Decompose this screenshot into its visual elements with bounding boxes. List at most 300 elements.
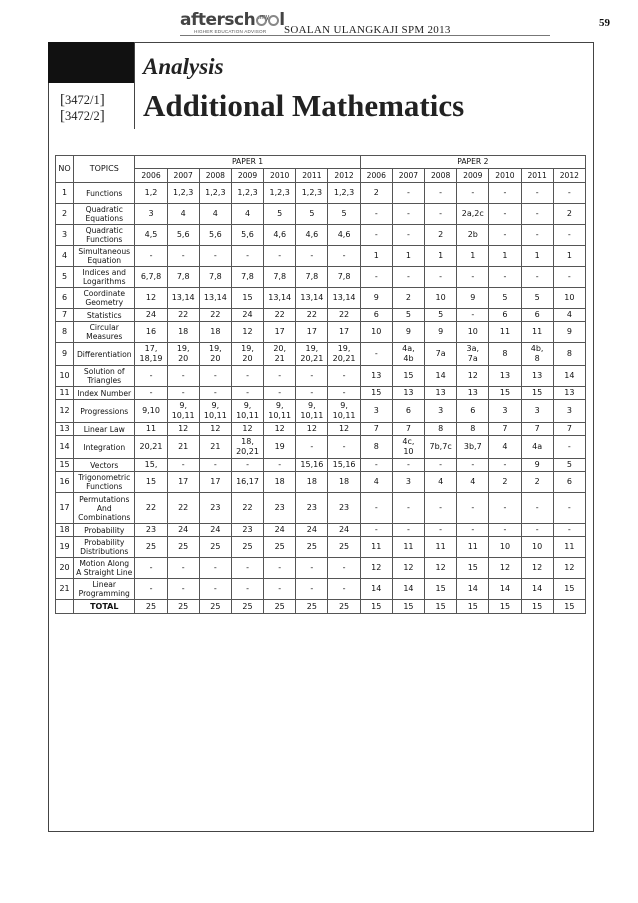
cell-text: 8 [566, 349, 572, 358]
paper2-cell [425, 558, 457, 579]
paper1-cell [199, 246, 231, 267]
paper1-cell [328, 183, 360, 204]
table-row [56, 246, 586, 267]
cell-text: - [503, 503, 507, 512]
cell-text: Functions [86, 188, 123, 198]
paper1-cell [296, 493, 328, 524]
paper2-cell [489, 537, 521, 558]
cell-text: 12 [242, 327, 253, 336]
paper2-cell [489, 459, 521, 472]
paper2-cell [425, 225, 457, 246]
paper1-cell [199, 400, 231, 423]
cell-text: 13,14 [203, 293, 227, 302]
cell-text: 25 [338, 542, 350, 551]
paper2-cell [457, 436, 489, 459]
cell-text: - [213, 371, 217, 380]
cell-text: 9,10 [142, 406, 160, 415]
year-header: 2007 [167, 169, 199, 183]
cell-text: - [567, 272, 571, 281]
cell-text: 12 [178, 424, 189, 433]
row-number: 16 [56, 472, 74, 493]
topic-cell [74, 288, 135, 309]
paper2-cell [553, 246, 585, 267]
cell-text: 6 [566, 477, 572, 486]
cell-text: 5 [566, 460, 572, 469]
total-paper2-cell: 15 [521, 600, 553, 614]
year-header: 2011 [296, 169, 328, 183]
paper1-cell [199, 204, 231, 225]
paper1-header: PAPER 1 [135, 156, 360, 169]
paper1-cell [199, 436, 231, 459]
cell-text: - [407, 460, 410, 469]
table-row [56, 343, 586, 366]
cell-text: 3 [438, 406, 444, 415]
paper2-cell [457, 225, 489, 246]
cell-text: 3a, [466, 344, 480, 353]
cell-text: Quadratic [85, 205, 123, 214]
paper2-cell [360, 493, 392, 524]
year-header-row [56, 169, 586, 183]
cell-text: Solution of [83, 367, 125, 376]
paper2-cell [553, 472, 585, 493]
cell-text: 15, [144, 460, 158, 469]
cell-text: - [407, 230, 410, 239]
paper2-cell [360, 309, 392, 322]
cell-text: 11 [532, 327, 543, 336]
paper1-cell [231, 387, 263, 400]
cell-text: - [181, 388, 185, 397]
paper2-cell [457, 343, 489, 366]
paper1-cell [167, 400, 199, 423]
cell-text: - [439, 460, 443, 469]
cell-text: - [181, 584, 185, 593]
paper1-cell [167, 558, 199, 579]
paper1-cell [231, 472, 263, 493]
topic-cell [74, 366, 135, 387]
cell-text: 11 [435, 542, 446, 551]
paper1-cell [135, 288, 167, 309]
paper2-cell [457, 288, 489, 309]
cell-text: 4,6 [305, 230, 319, 239]
cell-text: Linear Law [83, 424, 125, 434]
paper-code-2: [3472/2] [60, 108, 105, 124]
cell-text: 20, [273, 344, 287, 353]
total-paper2-cell: 15 [553, 600, 585, 614]
cell-text: 16,17 [236, 477, 259, 486]
cell-text: 8 [502, 349, 508, 358]
paper1-cell [199, 309, 231, 322]
cell-text: - [535, 209, 539, 218]
cell-text: Probability [84, 525, 125, 535]
paper2-cell [392, 309, 424, 322]
cell-text: 12 [145, 293, 157, 302]
cell-text: 24 [210, 525, 221, 534]
paper2-cell [392, 472, 424, 493]
cell-text: 1,2 [144, 188, 158, 197]
paper1-cell [296, 204, 328, 225]
cell-text: 23 [274, 503, 285, 512]
cell-text: 12 [210, 424, 221, 433]
cell-text: - [149, 584, 153, 593]
cell-text: 18 [178, 327, 189, 336]
paper1-cell [264, 343, 296, 366]
paper1-cell [328, 267, 360, 288]
cell-text: - [213, 460, 217, 469]
topic-cell [74, 309, 135, 322]
cell-text: 1,2,3 [333, 188, 355, 197]
cell-text: - [149, 371, 153, 380]
cell-text: 15 [145, 477, 157, 486]
cell-text: 13,14 [171, 293, 195, 302]
paper1-cell [135, 537, 167, 558]
total-row [56, 600, 586, 614]
cell-text: 7b,7c [429, 442, 452, 451]
cell-text: 4b, [530, 344, 544, 353]
cell-text: 9 [405, 327, 411, 336]
cell-text: A Straight Line [76, 568, 133, 577]
paper2-cell [425, 493, 457, 524]
cell-text: 18 [338, 477, 350, 486]
cell-text: 7 [373, 424, 379, 433]
topic-cell [74, 524, 135, 537]
paper2-cell [392, 183, 424, 204]
running-head: SOALAN ULANGKAJI SPM 2013 [284, 24, 451, 36]
table-row [56, 366, 586, 387]
cell-text: 11 [499, 327, 511, 336]
paper2-cell [457, 472, 489, 493]
cell-text: - [213, 388, 217, 397]
paper2-cell [457, 322, 489, 343]
cell-text: 1 [566, 251, 572, 260]
cell-text: - [407, 272, 410, 281]
cell-text: 13 [564, 388, 575, 397]
cell-text: 11 [145, 424, 157, 433]
paper2-cell [553, 366, 585, 387]
cell-text: Integration [83, 442, 126, 452]
paper1-cell [296, 423, 328, 436]
cell-text: 7a [467, 354, 478, 363]
year-header: 2012 [553, 169, 585, 183]
topic-cell [74, 423, 135, 436]
cell-text: - [503, 525, 507, 534]
paper2-cell [489, 436, 521, 459]
total-paper2-cell: 15 [457, 600, 489, 614]
cell-text: 5 [502, 293, 508, 302]
cell-text: - [374, 272, 378, 281]
cell-text: 10,11 [236, 411, 259, 420]
cell-text: 12 [467, 371, 478, 380]
year-header: 2007 [392, 169, 424, 183]
paper2-cell [521, 436, 553, 459]
paper2-cell [360, 579, 392, 600]
cell-text: 22 [306, 310, 317, 319]
logo-ring-icon [268, 15, 279, 26]
cell-text: 1,2,3 [269, 188, 290, 197]
paper1-cell [199, 288, 231, 309]
paper1-cell [135, 366, 167, 387]
cell-text: - [342, 584, 346, 593]
cell-text: 22 [178, 503, 189, 512]
cell-text: 17, [144, 344, 158, 353]
cell-text: 4a, [402, 344, 415, 353]
paper2-cell [457, 459, 489, 472]
cell-text: - [342, 442, 346, 451]
cell-text: 14 [403, 584, 414, 593]
paper2-cell [360, 366, 392, 387]
year-header: 2008 [425, 169, 457, 183]
cell-text: 12 [274, 424, 285, 433]
row-number: 14 [56, 436, 74, 459]
cell-text: - [439, 525, 443, 534]
paper1-cell [296, 558, 328, 579]
paper1-cell [296, 225, 328, 246]
paper2-cell [457, 400, 489, 423]
topic-cell [74, 225, 135, 246]
cell-text: And [96, 503, 112, 513]
cell-text: 1 [534, 251, 540, 260]
cell-text: 15,16 [332, 460, 356, 469]
paper1-cell [135, 436, 167, 459]
cell-text: 17 [178, 477, 189, 486]
topic-cell [74, 267, 135, 288]
cell-text: - [149, 251, 153, 260]
paper2-cell [489, 246, 521, 267]
paper1-cell [199, 524, 231, 537]
paper2-cell [521, 387, 553, 400]
cell-text: - [535, 272, 539, 281]
year-header: 2010 [264, 169, 296, 183]
paper1-cell [167, 387, 199, 400]
cell-text: - [246, 584, 249, 593]
paper2-cell [425, 309, 457, 322]
row-number: 13 [56, 423, 74, 436]
black-corner-block [48, 42, 135, 83]
cell-text: Trigonometric [78, 473, 131, 482]
paper2-cell [521, 322, 553, 343]
cell-text: 6,7,8 [140, 272, 162, 281]
paper2-cell [489, 267, 521, 288]
cell-text: 12 [532, 563, 543, 572]
cell-text: 2a,2c [461, 209, 484, 218]
cell-text: 13 [403, 388, 414, 397]
cell-text: Vectors [90, 460, 119, 470]
paper2-cell [457, 537, 489, 558]
cell-text: 12 [564, 563, 575, 572]
row-number: 12 [56, 400, 74, 423]
cell-text: - [567, 230, 571, 239]
cell-text: 20,21 [139, 442, 163, 451]
paper2-cell [360, 183, 392, 204]
topic-cell [74, 343, 135, 366]
paper2-cell [392, 558, 424, 579]
logo-domain: .my [258, 14, 270, 21]
paper1-cell [296, 309, 328, 322]
cell-text: 20 [242, 354, 253, 363]
cell-text: 18 [306, 477, 317, 486]
cell-text: 10 [371, 327, 382, 336]
paper2-cell [521, 183, 553, 204]
paper1-cell [328, 400, 360, 423]
paper2-cell [553, 423, 585, 436]
paper2-cell [425, 472, 457, 493]
paper2-cell [360, 246, 392, 267]
cell-text: - [278, 388, 282, 397]
cell-text: - [407, 503, 410, 512]
row-number: 7 [56, 309, 74, 322]
paper2-cell [360, 267, 392, 288]
paper1-cell [199, 493, 231, 524]
paper2-cell [489, 366, 521, 387]
row-number: 4 [56, 246, 74, 267]
cell-text: 9, [340, 401, 348, 410]
cell-text: 18 [210, 327, 221, 336]
paper2-cell [521, 246, 553, 267]
paper2-cell [425, 400, 457, 423]
paper1-cell [135, 400, 167, 423]
cell-text: 10,11 [171, 411, 195, 420]
cell-text: 1 [405, 251, 411, 260]
cell-text: 20 [210, 354, 221, 363]
cell-text: 8 [534, 354, 540, 363]
paper2-cell [553, 493, 585, 524]
cell-text: 1 [373, 251, 379, 260]
paper1-cell [167, 579, 199, 600]
paper2-cell [553, 524, 585, 537]
cell-text: 12 [306, 424, 317, 433]
row-number: 11 [56, 387, 74, 400]
paper2-cell [489, 322, 521, 343]
paper1-cell [231, 322, 263, 343]
cell-text: 7,8 [208, 272, 222, 281]
table-row [56, 204, 586, 225]
paper1-cell [296, 267, 328, 288]
cell-text: - [439, 188, 443, 197]
cell-text: 13 [371, 371, 382, 380]
cell-text: 9, [211, 401, 220, 410]
paper1-cell [199, 225, 231, 246]
table-row [56, 400, 586, 423]
paper1-cell [296, 472, 328, 493]
cell-text: 2 [405, 293, 411, 302]
cell-text: 18, [241, 437, 254, 446]
cell-text: 4c, [402, 437, 415, 446]
cell-text: 5,6 [241, 230, 254, 239]
paper1-cell [135, 309, 167, 322]
paper1-cell [264, 387, 296, 400]
cell-text: - [407, 525, 410, 534]
cell-text: - [535, 503, 539, 512]
paper1-cell [135, 322, 167, 343]
paper1-cell [231, 436, 263, 459]
cell-text: 23 [242, 525, 253, 534]
paper2-cell [489, 472, 521, 493]
cell-text: - [503, 230, 507, 239]
row-number: 6 [56, 288, 74, 309]
paper1-cell [135, 579, 167, 600]
cell-text: - [439, 503, 443, 512]
row-number: 10 [56, 366, 74, 387]
paper2-cell [521, 537, 553, 558]
paper2-cell [521, 493, 553, 524]
paper1-cell [135, 267, 167, 288]
cell-text: 10 [564, 293, 575, 302]
cell-text: 12 [371, 563, 382, 572]
paper2-cell [360, 423, 392, 436]
cell-text: 19, [337, 344, 351, 353]
cell-text: Functions [86, 235, 123, 244]
cell-text: 7 [534, 424, 540, 433]
paper1-cell [296, 366, 328, 387]
paper2-cell [360, 400, 392, 423]
cell-text: - [535, 230, 539, 239]
cell-text: 12 [338, 424, 350, 433]
cell-text: Circular [89, 323, 119, 332]
cell-text: - [310, 442, 314, 451]
cell-text: 5 [534, 293, 540, 302]
cell-text: - [342, 371, 346, 380]
year-header: 2012 [328, 169, 360, 183]
cell-text: 9, [179, 401, 187, 410]
cell-text: Probability [84, 538, 125, 547]
cell-text: 17 [210, 477, 221, 486]
cell-text: 14 [467, 584, 478, 593]
cell-text: - [342, 388, 346, 397]
cell-text: 4,6 [273, 230, 287, 239]
paper2-cell [489, 579, 521, 600]
paper2-cell [392, 537, 424, 558]
cell-text: 12 [435, 563, 446, 572]
paper1-cell [231, 267, 263, 288]
cell-text: 7,8 [305, 272, 319, 281]
table-row [56, 537, 586, 558]
paper2-cell [425, 204, 457, 225]
page-title: Additional Mathematics [143, 88, 465, 123]
cell-text: Combinations [78, 512, 131, 522]
row-number: 3 [56, 225, 74, 246]
cell-text: - [567, 525, 571, 534]
paper2-cell [457, 387, 489, 400]
paper2-cell [521, 579, 553, 600]
cell-text: 1,2,3 [237, 188, 258, 197]
topic-cell [74, 246, 135, 267]
total-paper1-cell: 25 [264, 600, 296, 614]
table-row [56, 472, 586, 493]
cell-text: 6 [373, 310, 379, 319]
paper2-cell [425, 267, 457, 288]
table-row [56, 322, 586, 343]
paper2-cell [360, 524, 392, 537]
cell-text: 25 [178, 542, 189, 551]
paper2-cell [553, 558, 585, 579]
paper1-cell [199, 579, 231, 600]
paper1-cell [199, 366, 231, 387]
row-number: 2 [56, 204, 74, 225]
paper1-cell [264, 400, 296, 423]
paper1-cell [264, 183, 296, 204]
cell-text: 12 [403, 563, 414, 572]
paper1-cell [328, 472, 360, 493]
table-row [56, 436, 586, 459]
paper2-cell [553, 537, 585, 558]
paper1-cell [135, 493, 167, 524]
paper2-cell [553, 459, 585, 472]
cell-text: 21 [274, 354, 285, 363]
paper1-cell [264, 423, 296, 436]
cell-text: 9, [243, 401, 252, 410]
paper2-cell [457, 246, 489, 267]
paper2-cell [425, 387, 457, 400]
topic-cell [74, 537, 135, 558]
